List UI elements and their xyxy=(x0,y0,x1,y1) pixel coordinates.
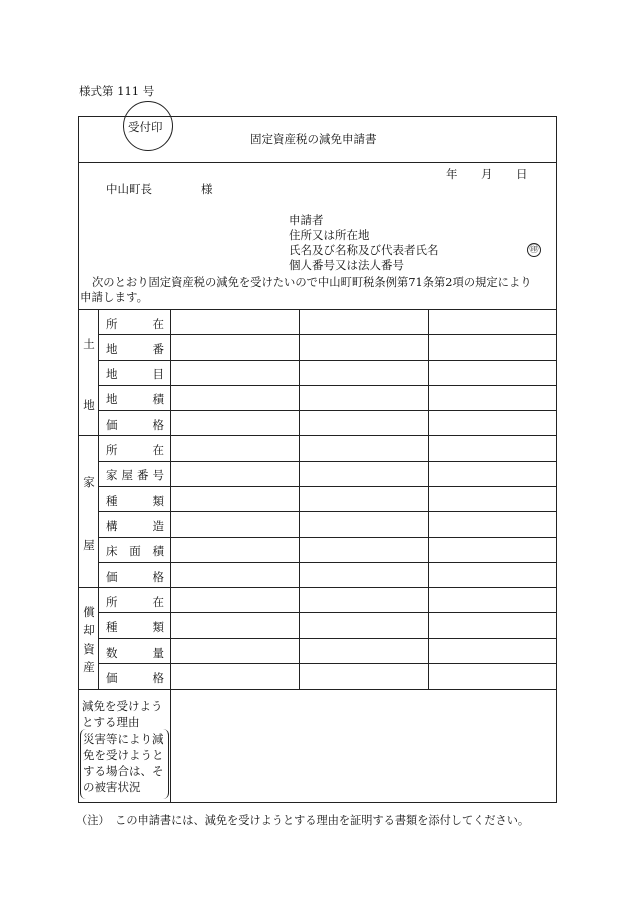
house-row-type: 種 類 xyxy=(106,494,164,508)
addressee-name: 中山町長 xyxy=(106,182,152,196)
depreciable-label-4: 産 xyxy=(83,660,95,674)
form-number: 様式第 111 号 xyxy=(79,84,155,98)
depreciable-label-2: 却 xyxy=(83,623,95,637)
house-row-location: 所 在 xyxy=(106,443,164,457)
applicant-number-label: 個人番号又は法人番号 xyxy=(289,258,404,272)
depreciable-label-1: 償 xyxy=(83,605,95,619)
request-text-line2: 申請します。 xyxy=(80,290,149,304)
reason-label-line2: とする理由 xyxy=(82,715,140,729)
reason-note-line3: する場合は、そ xyxy=(83,764,164,778)
reception-stamp-label: 受付印 xyxy=(128,120,163,134)
reason-note-line4: の被害状況 xyxy=(83,780,141,794)
house-row-number: 家 屋 番 号 xyxy=(106,468,164,482)
asset-row-price: 価 格 xyxy=(106,671,164,685)
reason-note-line2: 免を受けようと xyxy=(83,748,164,762)
land-section-label-top: 土 xyxy=(83,337,95,351)
house-row-price: 価 格 xyxy=(106,570,164,584)
land-section-label-bottom: 地 xyxy=(83,398,95,412)
footnote: （注） この申請書には、減免を受けようとする理由を証明する書類を添付してください。 xyxy=(76,814,530,827)
asset-row-type: 種 類 xyxy=(106,620,164,634)
date-day: 日 xyxy=(516,167,528,181)
house-row-floor-area: 床 面 積 xyxy=(106,544,164,558)
reason-label-line1: 減免を受けよう xyxy=(82,699,163,713)
date-year: 年 xyxy=(446,167,458,181)
land-row-category: 地 目 xyxy=(106,367,164,381)
request-text-line1: 次のとおり固定資産税の減免を受けたいので中山町町税条例第71条第2項の規定により xyxy=(92,276,532,289)
asset-row-location: 所 在 xyxy=(106,595,164,609)
asset-row-quantity: 数 量 xyxy=(106,646,164,660)
land-row-area: 地 積 xyxy=(106,392,164,406)
addressee-honorific: 様 xyxy=(201,182,213,196)
depreciable-label-3: 資 xyxy=(83,642,95,656)
applicant-address-label: 住所又は所在地 xyxy=(289,228,370,242)
land-row-lot-number: 地 番 xyxy=(106,342,164,356)
date-month: 月 xyxy=(481,167,493,181)
house-section-label-bottom: 屋 xyxy=(83,538,95,552)
seal-icon: ㊞ xyxy=(527,243,541,257)
form-title: 固定資産税の減免申請書 xyxy=(250,132,377,146)
land-row-price: 価 格 xyxy=(106,418,164,432)
reason-note-line1: 災害等により減 xyxy=(83,732,164,746)
land-row-location: 所 在 xyxy=(106,317,164,331)
house-row-structure: 構 造 xyxy=(106,519,164,533)
applicant-name-label: 氏名及び名称及び代表者氏名 xyxy=(289,243,439,257)
house-section-label-top: 家 xyxy=(83,475,95,489)
applicant-heading: 申請者 xyxy=(289,213,324,227)
